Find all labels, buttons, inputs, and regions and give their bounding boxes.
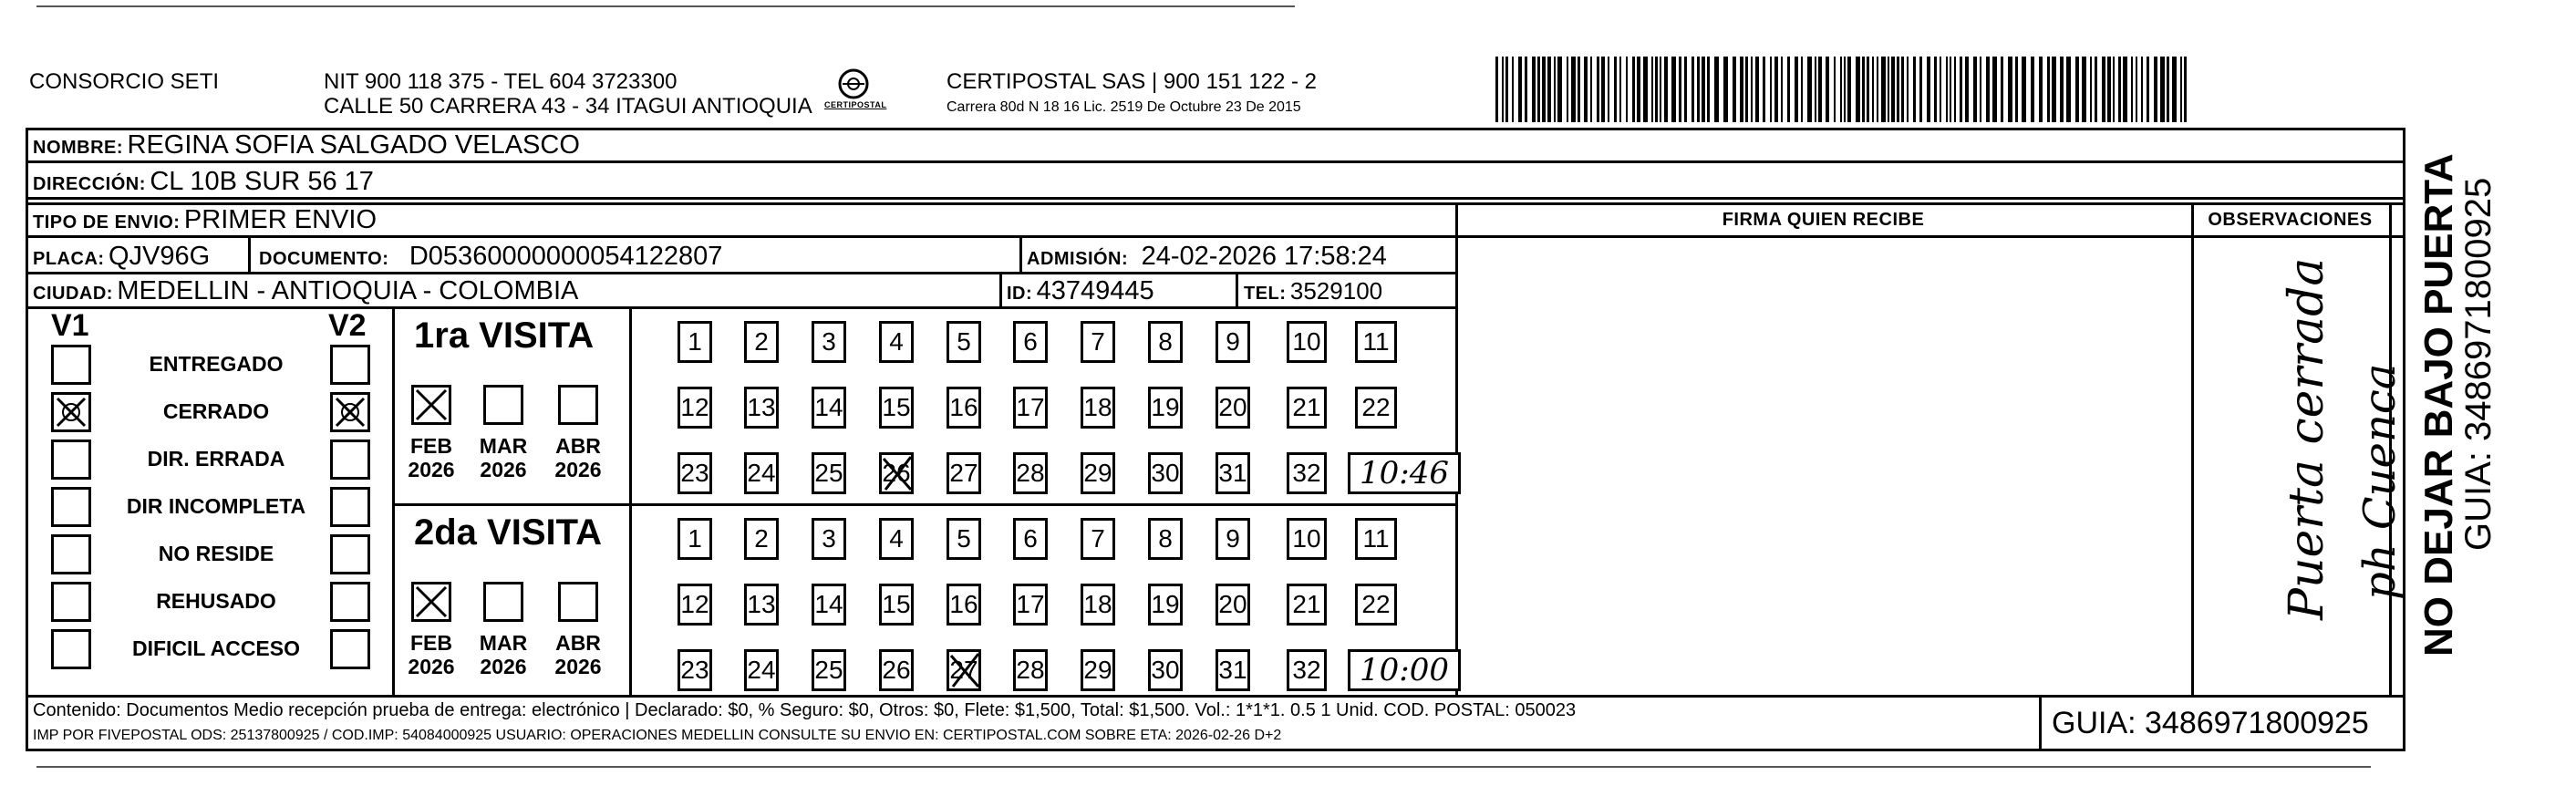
divider — [26, 197, 2405, 200]
barcode-bar — [2180, 57, 2182, 122]
barcode-bar — [1714, 57, 1719, 122]
barcode-bar — [1637, 57, 1640, 122]
direccion-row — [33, 166, 374, 202]
address-line: CALLE 50 CARRERA 43 - 34 ITAGUI ANTIOQUIA — [324, 94, 812, 119]
divider — [392, 503, 1457, 506]
day-box-4[interactable]: 4 — [879, 518, 914, 560]
barcode-bar — [1888, 57, 1889, 122]
barcode-bar — [1608, 57, 1609, 122]
month-label — [551, 434, 605, 481]
barcode-bar — [1818, 57, 1822, 122]
content-line: Contenido: Documentos Medio recepción prueba de entrega: electrónico | Declarado: $0, % Seguro: $0, Otros: $0, Flete: $1,500, Total: $1,500. Vol.: 1*1*1. 0.5 1 Unid. COD. POSTAL: 050023 — [33, 700, 1577, 720]
id-value: 43749445 — [1036, 276, 1154, 305]
license-line: Carrera 80d N 18 16 Lic. 2519 De Octubre 23 De 2015 — [947, 99, 1301, 115]
tipo-value: PRIMER ENVIO — [183, 205, 378, 234]
day-cross-mark — [949, 652, 980, 688]
barcode-bar — [1733, 57, 1736, 122]
barcode-bar — [2167, 57, 2169, 122]
barcode-bar — [1927, 57, 1930, 122]
day-box-7[interactable]: 7 — [1081, 518, 1115, 560]
day-box-8[interactable]: 8 — [1148, 518, 1183, 560]
barcode-bar — [1801, 57, 1803, 122]
check-x-mark — [54, 395, 88, 429]
barcode-bar — [2052, 57, 2056, 122]
barcode-bar — [2008, 57, 2012, 122]
admision-label: ADMISIÓN: — [1027, 249, 1129, 269]
reason-label: NO RESIDE — [158, 542, 274, 565]
month-name: FEB — [410, 631, 452, 655]
barcode-bar — [1907, 57, 1909, 122]
barcode-bar — [2075, 57, 2079, 122]
month-year: 2026 — [554, 655, 602, 678]
day-box-28[interactable]: 28 — [1013, 452, 1048, 494]
month-checkbox[interactable] — [411, 385, 451, 425]
day-box-31[interactable]: 31 — [1216, 649, 1250, 691]
time-field[interactable]: 10:46 — [1348, 452, 1461, 494]
barcode-bar — [2082, 57, 2086, 122]
barcode-bar — [1578, 57, 1580, 122]
observaciones-header: OBSERVACIONES — [2208, 210, 2373, 230]
barcode-bar — [2102, 57, 2105, 122]
day-box-10[interactable]: 10 — [1287, 518, 1327, 560]
day-box-11[interactable]: 11 — [1355, 518, 1397, 560]
barcode-bar — [1897, 57, 1899, 122]
day-box-9[interactable]: 9 — [1216, 321, 1250, 363]
reason-label: CERRADO — [162, 399, 270, 423]
v1-checkbox[interactable] — [51, 345, 91, 385]
barcode-bar — [1655, 57, 1658, 122]
barcode-bar — [1502, 57, 1504, 122]
barcode-bar — [1571, 57, 1576, 122]
check-x-mark — [414, 584, 449, 619]
day-box-32[interactable]: 32 — [1287, 649, 1327, 691]
v1-checkbox[interactable] — [51, 629, 91, 669]
visit-title: 1ra VISITA — [414, 315, 595, 356]
barcode-bar — [1980, 57, 1981, 122]
tel-row — [1244, 275, 1382, 311]
barcode-bar — [2015, 57, 2018, 122]
barcode-bar — [2022, 57, 2026, 122]
day-box-6[interactable]: 6 — [1013, 518, 1048, 560]
divider — [1019, 237, 1022, 272]
day-box-16[interactable]: 16 — [947, 584, 981, 626]
barcode-bar — [1557, 57, 1562, 122]
barcode-bar — [1532, 57, 1536, 122]
nombre-label: NOMBRE: — [33, 138, 124, 158]
company-name: CONSORCIO SETI — [29, 69, 220, 94]
barcode-bar — [2154, 57, 2157, 122]
day-box-13[interactable]: 13 — [744, 584, 779, 626]
reason-label: DIR INCOMPLETA — [126, 494, 306, 518]
observations-handwriting — [2207, 257, 2405, 675]
day-box-29[interactable]: 29 — [1081, 452, 1115, 494]
day-box-19[interactable]: 19 — [1148, 584, 1183, 626]
barcode-bar — [1542, 57, 1546, 122]
documento-row — [259, 241, 722, 276]
day-box-10[interactable]: 10 — [1287, 321, 1327, 363]
scan-edge-top — [36, 5, 1295, 7]
barcode-bar — [2172, 57, 2177, 122]
barcode-bar — [1601, 57, 1605, 122]
scan-edge-bottom — [36, 766, 2371, 768]
barcode-bar — [2131, 57, 2133, 122]
day-box-23[interactable]: 23 — [678, 649, 712, 691]
barcode-bar — [1940, 57, 1941, 122]
v2-checkbox[interactable] — [330, 392, 370, 432]
month-year: 2026 — [480, 655, 527, 678]
v1-header: V1 — [51, 308, 89, 343]
day-box-18[interactable]: 18 — [1081, 387, 1115, 429]
barcode-bar — [2160, 57, 2165, 122]
barcode-bar — [2090, 57, 2092, 122]
barcode-bar — [1781, 57, 1783, 122]
day-box-27[interactable]: 27 — [947, 649, 981, 691]
admision-value: 24-02-2026 17:58:24 — [1141, 242, 1387, 271]
barcode-bar — [1770, 57, 1772, 122]
divider — [26, 202, 2405, 205]
month-label — [404, 434, 459, 481]
barcode-bar — [1751, 57, 1753, 122]
barcode-bar — [1834, 57, 1836, 122]
month-label — [476, 631, 531, 678]
barcode-bar — [1877, 57, 1878, 122]
barcode-bar — [2031, 57, 2034, 122]
nombre-value: REGINA SOFIA SALGADO VELASCO — [127, 130, 580, 160]
day-box-29[interactable]: 29 — [1081, 649, 1115, 691]
divider — [26, 235, 2405, 238]
barcode-bar — [1597, 57, 1599, 122]
direccion-value: CL 10B SUR 56 17 — [150, 167, 374, 196]
barcode-bar — [1763, 57, 1765, 122]
month-name: MAR — [479, 434, 528, 458]
day-box-4[interactable]: 4 — [879, 321, 914, 363]
divider — [1236, 274, 1238, 308]
divider — [629, 306, 632, 697]
day-box-3[interactable]: 3 — [812, 321, 846, 363]
month-label — [476, 434, 531, 481]
nit-line: NIT 900 118 375 - TEL 604 3723300 — [324, 69, 678, 94]
day-box-12[interactable]: 12 — [678, 584, 712, 626]
barcode-bar — [1745, 57, 1748, 122]
divider — [2191, 202, 2194, 697]
barcode-bar — [1537, 57, 1540, 122]
day-box-12[interactable]: 12 — [678, 387, 712, 429]
day-box-17[interactable]: 17 — [1013, 387, 1048, 429]
placa-row — [33, 241, 210, 276]
month-label — [404, 631, 459, 678]
id-row — [1007, 275, 1154, 311]
barcode-bar — [1973, 57, 1977, 122]
time-field[interactable]: 10:00 — [1348, 649, 1461, 691]
barcode-bar — [1584, 57, 1588, 122]
month-year: 2026 — [408, 655, 455, 678]
tel-value: 3529100 — [1289, 277, 1383, 305]
day-box-5[interactable]: 5 — [947, 518, 981, 560]
barcode-bar — [1960, 57, 1962, 122]
tipo-row — [33, 204, 377, 240]
barcode-bar — [2095, 57, 2097, 122]
day-box-30[interactable]: 30 — [1148, 452, 1183, 494]
v2-header: V2 — [328, 308, 367, 343]
month-name: ABR — [555, 631, 601, 655]
barcode-bar — [1723, 57, 1728, 122]
month-name: ABR — [555, 434, 601, 458]
imp-line: IMP POR FIVEPOSTAL ODS: 25137800925 / COD.IMP: 54084000925 USUARIO: OPERACIONES MEDELLIN CONSULTE SU ENVIO EN: CERTIPOSTAL.COM SOBRE ETA: 2026-02-26 D+2 — [33, 728, 1282, 743]
v1-checkbox[interactable] — [51, 392, 91, 432]
barcode-bar — [1844, 57, 1846, 122]
barcode-bar — [2123, 57, 2127, 122]
barcode-bar — [1707, 57, 1710, 122]
barcode-bar — [1505, 57, 1508, 122]
firma-header: FIRMA QUIEN RECIBE — [1722, 210, 1925, 230]
day-box-8[interactable]: 8 — [1148, 321, 1183, 363]
divider — [999, 274, 1002, 308]
barcode-bar — [1619, 57, 1621, 122]
v1-checkbox[interactable] — [51, 534, 91, 574]
day-box-14[interactable]: 14 — [812, 387, 846, 429]
barcode-bar — [1919, 57, 1922, 122]
reason-label: ENTREGADO — [149, 352, 284, 376]
divider — [2039, 695, 2042, 751]
v2-checkbox[interactable] — [330, 582, 370, 622]
barcode-bar — [2141, 57, 2143, 122]
v2-checkbox[interactable] — [330, 487, 370, 527]
barcode-bar — [1614, 57, 1617, 122]
barcode-bar — [1867, 57, 1869, 122]
barcode-bar — [2039, 57, 2043, 122]
barcode-bar — [2047, 57, 2050, 122]
barcode-bar — [2147, 57, 2149, 122]
barcode-bar — [1651, 57, 1653, 122]
day-box-20[interactable]: 20 — [1216, 584, 1250, 626]
barcode-bar — [1807, 57, 1812, 122]
ciudad-value: MEDELLIN - ANTIOQUIA - COLOMBIA — [117, 276, 579, 305]
day-box-31[interactable]: 31 — [1216, 452, 1250, 494]
day-box-2[interactable]: 2 — [744, 518, 779, 560]
day-box-16[interactable]: 16 — [947, 387, 981, 429]
day-box-9[interactable]: 9 — [1216, 518, 1250, 560]
barcode-bar — [1840, 57, 1842, 122]
divider — [26, 695, 2405, 698]
barcode-bar — [1934, 57, 1937, 122]
barcode-bar — [1965, 57, 1969, 122]
barcode-bar — [1856, 57, 1860, 122]
visit-title: 2da VISITA — [414, 512, 602, 553]
day-cross-mark — [882, 455, 913, 491]
ciudad-label: CIUDAD: — [33, 284, 113, 304]
barcode-bar — [1525, 57, 1527, 122]
barcode-bar — [2184, 57, 2187, 122]
side-guia: GUIA: 3486971800925 — [2458, 177, 2498, 551]
day-box-17[interactable]: 17 — [1013, 584, 1048, 626]
check-x-mark — [414, 388, 449, 422]
barcode-bar — [1950, 57, 1951, 122]
v2-checkbox[interactable] — [330, 440, 370, 480]
barcode-bar — [1567, 57, 1568, 122]
certipostal-logo — [824, 66, 887, 119]
divider — [248, 237, 251, 272]
month-checkbox[interactable] — [483, 385, 523, 425]
barcode-bar — [1872, 57, 1874, 122]
barcode-bar — [1740, 57, 1743, 122]
barcode-bar — [1992, 57, 1997, 122]
barcode-bar — [1671, 57, 1676, 122]
day-box-25[interactable]: 25 — [812, 649, 846, 691]
documento-value: D05360000000054122807 — [409, 242, 723, 271]
reason-label: REHUSADO — [156, 589, 276, 613]
no-dejar-warning: NO DEJAR BAJO PUERTA — [2416, 153, 2461, 657]
check-x-mark — [333, 395, 367, 429]
v2-checkbox[interactable] — [330, 534, 370, 574]
day-box-24[interactable]: 24 — [744, 649, 779, 691]
documento-label: DOCUMENTO: — [259, 249, 389, 269]
reason-label: DIR. ERRADA — [147, 447, 285, 471]
reason-label: DIFICIL ACCESO — [131, 636, 300, 660]
day-box-5[interactable]: 5 — [947, 321, 981, 363]
day-box-30[interactable]: 30 — [1148, 649, 1183, 691]
barcode-bar — [1954, 57, 1956, 122]
barcode-bar — [1643, 57, 1648, 122]
nombre-row — [33, 129, 580, 165]
observation-line-2: ph Cuenca — [2354, 363, 2405, 600]
day-box-20[interactable]: 20 — [1216, 387, 1250, 429]
barcode-bar — [1901, 57, 1904, 122]
day-box-24[interactable]: 24 — [744, 452, 779, 494]
barcode-bar — [2118, 57, 2121, 122]
barcode-bar — [1815, 57, 1816, 122]
v2-checkbox[interactable] — [330, 629, 370, 669]
logo-text: CERTIPOSTAL — [824, 100, 887, 109]
barcode-bar — [1881, 57, 1886, 122]
month-checkbox[interactable] — [483, 582, 523, 622]
barcode-bar — [1891, 57, 1895, 122]
observation-line-1: Puerta cerrada — [2280, 257, 2334, 620]
day-box-21[interactable]: 21 — [1287, 584, 1327, 626]
day-box-14[interactable]: 14 — [812, 584, 846, 626]
day-box-2[interactable]: 2 — [744, 321, 779, 363]
v1-checkbox[interactable] — [51, 440, 91, 480]
day-box-6[interactable]: 6 — [1013, 321, 1048, 363]
barcode-bar — [1518, 57, 1522, 122]
month-year: 2026 — [408, 458, 455, 481]
month-name: FEB — [410, 434, 452, 458]
admision-row — [1027, 241, 1387, 276]
barcode-bar — [2060, 57, 2064, 122]
day-box-3[interactable]: 3 — [812, 518, 846, 560]
id-label: ID: — [1007, 284, 1033, 304]
month-checkbox[interactable] — [558, 385, 598, 425]
day-box-27[interactable]: 27 — [947, 452, 981, 494]
month-checkbox[interactable] — [558, 582, 598, 622]
day-box-18[interactable]: 18 — [1081, 584, 1115, 626]
barcode-bar — [2113, 57, 2115, 122]
barcode-bar — [1755, 57, 1759, 122]
divider — [1455, 202, 1458, 697]
barcode-bar — [1847, 57, 1851, 122]
barcode-bar — [1512, 57, 1514, 122]
day-box-21[interactable]: 21 — [1287, 387, 1327, 429]
barcode-bar — [1702, 57, 1705, 122]
day-box-11[interactable]: 11 — [1355, 321, 1397, 363]
day-box-26[interactable]: 26 — [879, 452, 914, 494]
barcode-bar — [1495, 57, 1498, 122]
barcode-bar — [1862, 57, 1865, 122]
month-year: 2026 — [480, 458, 527, 481]
placa-value: QJV96G — [109, 242, 211, 271]
barcode-bar — [1691, 57, 1694, 122]
direccion-label: DIRECCIÓN: — [33, 174, 146, 194]
v1-checkbox[interactable] — [51, 487, 91, 527]
footer-guia: GUIA: 3486971800925 — [2052, 706, 2369, 740]
day-box-1[interactable]: 1 — [678, 518, 712, 560]
barcode-bar — [2136, 57, 2137, 122]
carrier-line: CERTIPOSTAL SAS | 900 151 122 - 2 — [947, 69, 1317, 94]
barcode-bar — [1795, 57, 1798, 122]
day-box-1[interactable]: 1 — [678, 321, 712, 363]
barcode-bar — [1632, 57, 1635, 122]
ciudad-row — [33, 275, 578, 311]
v2-checkbox[interactable] — [330, 345, 370, 385]
day-box-22[interactable]: 22 — [1355, 584, 1397, 626]
day-box-7[interactable]: 7 — [1081, 321, 1115, 363]
month-name: MAR — [479, 631, 528, 655]
barcode-bar — [1547, 57, 1551, 122]
divider — [392, 306, 395, 697]
day-box-25[interactable]: 25 — [812, 452, 846, 494]
barcode-bar — [1787, 57, 1790, 122]
day-box-15[interactable]: 15 — [879, 584, 914, 626]
barcode-bar — [1590, 57, 1592, 122]
month-year: 2026 — [554, 458, 602, 481]
barcode-bar — [1626, 57, 1628, 122]
barcode — [1495, 57, 2188, 122]
barcode-bar — [1697, 57, 1700, 122]
barcode-bar — [1946, 57, 1948, 122]
tipo-label: TIPO DE ENVIO: — [33, 212, 181, 233]
barcode-bar — [2066, 57, 2071, 122]
tel-label: TEL: — [1244, 284, 1287, 304]
month-checkbox[interactable] — [411, 582, 451, 622]
barcode-bar — [1554, 57, 1556, 122]
barcode-bar — [1774, 57, 1778, 122]
day-box-19[interactable]: 19 — [1148, 387, 1183, 429]
day-box-15[interactable]: 15 — [879, 387, 914, 429]
barcode-bar — [1826, 57, 1829, 122]
barcode-bar — [1679, 57, 1681, 122]
barcode-bar — [2107, 57, 2111, 122]
barcode-bar — [1660, 57, 1661, 122]
barcode-bar — [1684, 57, 1687, 122]
day-box-13[interactable]: 13 — [744, 387, 779, 429]
barcode-bar — [1913, 57, 1916, 122]
barcode-bar — [1664, 57, 1668, 122]
day-box-22[interactable]: 22 — [1355, 387, 1397, 429]
v1-checkbox[interactable] — [51, 582, 91, 622]
barcode-bar — [2001, 57, 2003, 122]
day-box-23[interactable]: 23 — [678, 452, 712, 494]
barcode-bar — [1986, 57, 1990, 122]
placa-label: PLACA: — [33, 249, 105, 269]
day-box-32[interactable]: 32 — [1287, 452, 1327, 494]
month-label — [551, 631, 605, 678]
day-box-26[interactable]: 26 — [879, 649, 914, 691]
day-box-28[interactable]: 28 — [1013, 649, 1048, 691]
